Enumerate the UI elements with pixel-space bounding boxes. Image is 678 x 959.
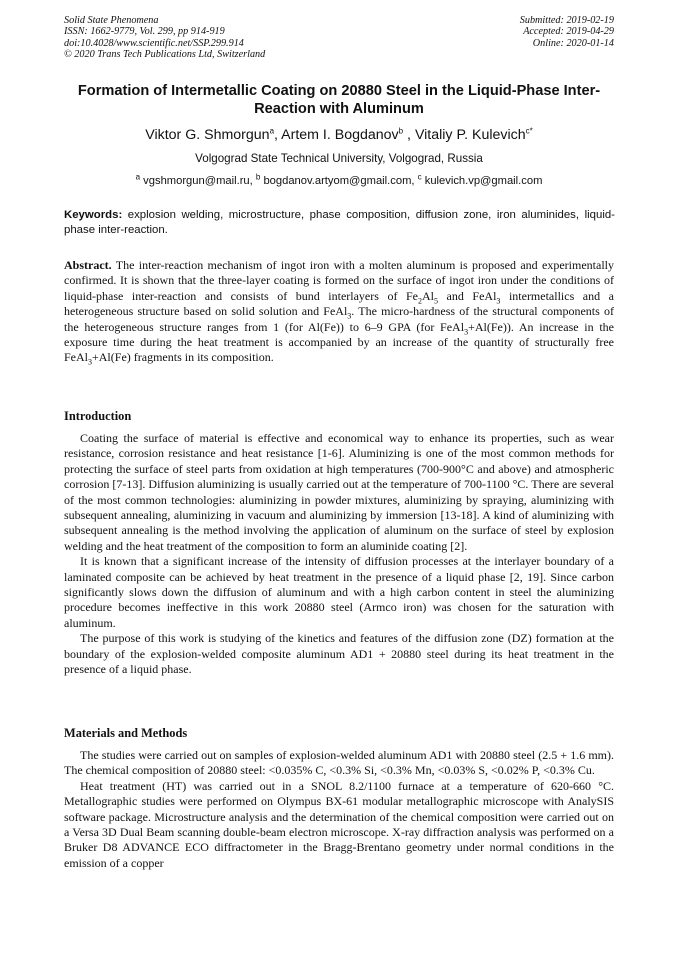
introduction-paragraph-2: It is known that a significant increase of the intensity of diffusion processes at the interlayer boundary of a laminated composite can be achieved by heat treatment in the presence of a liquid phase [2, 19]. Since carbon significantly slows down the diffusion of aluminum and with a high carbon content in steel the aluminizing procedure becomes ineffective in this work 20880 steel (Armco iron) was chosen for the saturation with aluminum. [64, 554, 614, 630]
author-2-sep: , [403, 127, 415, 143]
email-1: vgshmorgun@mail.ru [143, 175, 250, 187]
journal-header-right [520, 15, 614, 49]
affiliation: Volgograd State Technical University, Volgograd, Russia [195, 152, 483, 165]
introduction-paragraph-3: The purpose of this work is studying of the kinetics and features of the diffusion zone (DZ) formation at the boundary of the explosion-welded composite aluminum AD1 + 20880 steel during its heat treatment in the presence of a liquid phase. [64, 631, 614, 677]
email-2-mark: b [255, 172, 261, 182]
journal-doi: doi:10.4028/www.scientific.net/SSP.299.914 [64, 37, 244, 49]
author-1-sep: , [274, 127, 282, 143]
abstract-block [64, 258, 614, 366]
abstract-label: Abstract. [64, 258, 112, 272]
keywords-block [64, 208, 615, 238]
methods-heading: Materials and Methods [64, 726, 188, 740]
email-2-sep: , [411, 175, 418, 187]
methods-body [64, 748, 614, 871]
journal-name: Solid State Phenomena [64, 15, 159, 26]
email-3: kulevich.vp@gmail.com [424, 175, 543, 187]
author-1-name: Viktor G. Shmorgun [145, 127, 270, 143]
email-1-mark: a [135, 172, 141, 182]
keywords-text: explosion welding, microstructure, phase composition, diffusion zone, iron aluminides, liquid-phase inter-reaction. [64, 209, 615, 236]
methods-paragraph-1: The studies were carried out on samples of explosion-welded aluminum AD1 with 20880 steel (2.5 + 1.6 mm). The chemical composition of 20880 steel: <0.035% C, <0.3% Si, <0.3% Mn, <0.03% S, <0.02% P, <0.3% Cu. [64, 748, 614, 778]
abstract-text: The inter-reaction mechanism of ingot iron with a molten aluminum is proposed and experimentally confirmed. It is shown that the three-layer coating is formed on the surface of ingot iron under the conditions of liquid-phase inter-reaction and consists of bund interlayers of $Fe_2Al_5$ and FeAl$_3$ intermetallics and a heterogeneous structure based on solid solution and FeAl$_3$. The micro-hardness of the structural components of the heterogeneous structure ranges from 1 (for Al(Fe)) to 6–9 GPA (for FeAl$_3$+Al(Fe)). An increase in the exposure time during the heat treatment is accompanied by an increase of the quantity of structurally free FeAl$_3$+Al(Fe) fragments in its composition. [64, 258, 614, 367]
keywords-label: Keywords: [64, 209, 123, 221]
email-1-sep: , [249, 175, 256, 187]
email-list [40, 174, 638, 188]
paper-title: Formation of Intermetallic Coating on 20880 Steel in the Liquid-Phase Inter-Reaction with Aluminum [77, 83, 601, 117]
accepted-date: Accepted: 2019-04-29 [523, 26, 614, 38]
author-3-name: Vitaliy P. Kulevich [414, 127, 526, 143]
author-1-mark: a [269, 126, 275, 136]
email-3-mark: c [417, 172, 422, 182]
author-3-mark: c* [525, 126, 533, 136]
online-date: Online: 2020-01-14 [532, 37, 614, 49]
email-2: bogdanov.artyom@gmail.com [263, 175, 412, 187]
introduction-body [64, 431, 614, 678]
author-list [40, 126, 638, 144]
author-2-mark: b [398, 126, 404, 136]
methods-paragraph-2: Heat treatment (HT) was carried out in a SNOL 8.2/1100 furnace at a temperature of 620-660 °C. Metallographic studies were performed on Olympus BX-61 modular metallographic microscope with AnalySIS software package. Microstructure analysis and the determination of the chemical composition were carried out on a Versa 3D Dual Beam scanning double-beam electron microscope. X-ray diffraction analysis was performed on a Bruker D8 ADVANCE ECO diffractometer in the Bragg-Brentano geometry under normal conditions in the emission of a copper [64, 778, 614, 870]
journal-issn: ISSN: 1662-9779, Vol. 299, pp 914-919 [64, 26, 225, 38]
journal-header-left [64, 15, 265, 61]
journal-copyright: © 2020 Trans Tech Publications Ltd, Switzerland [64, 49, 266, 61]
introduction-heading: Introduction [64, 409, 132, 423]
author-2-name: Artem I. Bogdanov [281, 127, 399, 143]
submitted-date: Submitted: 2019-02-19 [519, 15, 614, 26]
introduction-paragraph-1: Coating the surface of material is effective and economical way to enhance its properties, such as wear resistance, corrosion resistance and heat resistance [1-6]. Aluminizing is one of the most common methods for protecting the surface of steel parts from oxidation at high temperatures (700-900°C and above) and atmospheric corrosion [7-13]. Diffusion aluminizing is usually carried out at the temperature of 700-1100 °C. There are several of the most common technologies: aluminizing in powder mixtures, aluminizing by spraying, aluminizing with subsequent annealing, aluminizing in vacuum and aluminizing by immersion [13-18]. A kind of aluminizing with subsequent annealing is the method involving the application of aluminum on the surface of steel by explosion welding and the heat treatment of the composition to form an aluminide coating [2]. [64, 431, 614, 553]
